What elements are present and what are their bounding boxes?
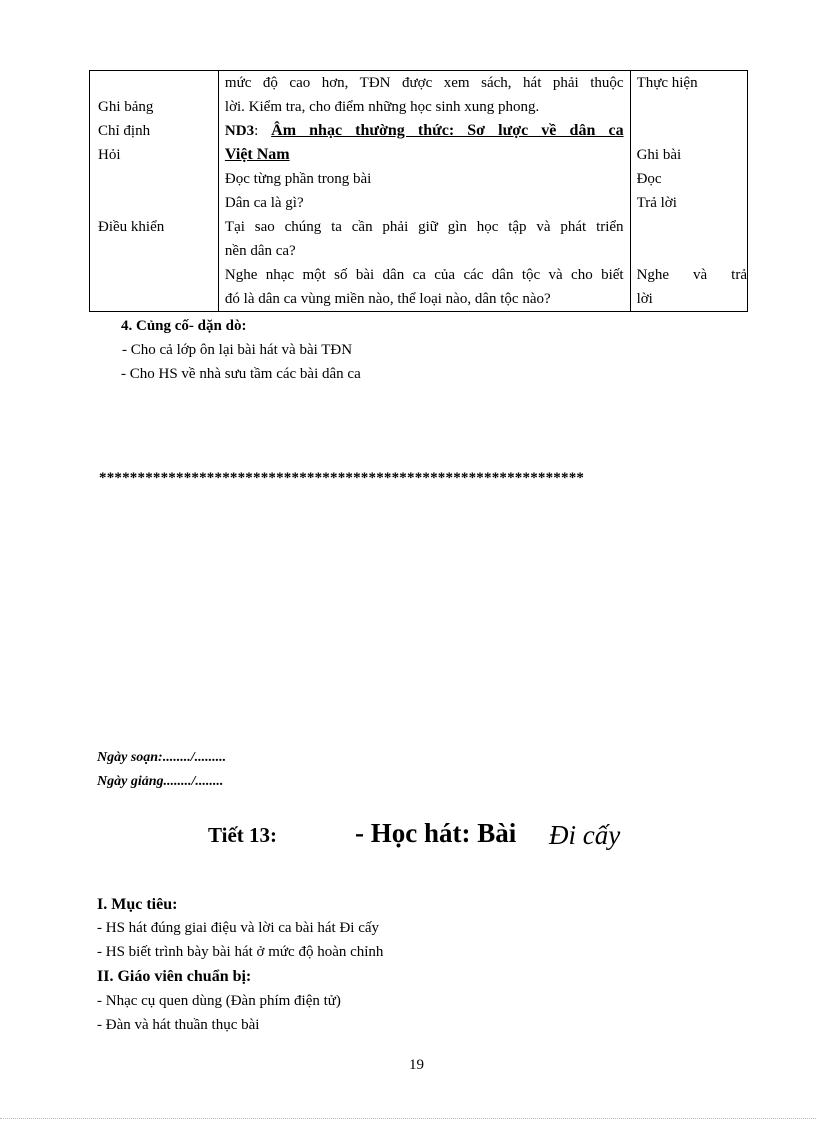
nd3-heading: ND3: Âm nhạc thường thức: Sơ lược về dân ca: [224, 122, 624, 139]
section4-item: - Cho HS về nhà sưu tầm các bài dân ca: [121, 366, 361, 382]
content-line: Dân ca là gì?: [224, 195, 304, 211]
student-action: Thực hiện: [636, 75, 698, 91]
lesson-title: - Học hát: Bài: [355, 818, 517, 848]
date-prepared: Ngày soạn:......../.........: [97, 750, 227, 765]
lesson-number: Tiết 13:: [208, 823, 278, 847]
section4-item: - Cho cả lớp ôn lại bài hát và bài TĐN: [122, 342, 353, 358]
content-line: Đọc từng phần trong bài: [224, 171, 372, 187]
page-bottom-divider: [0, 1118, 816, 1119]
table-row: [90, 71, 748, 312]
content-line: lời. Kiểm tra, cho điểm những học sinh xung phong.: [224, 99, 540, 115]
content-line: Tại sao chúng ta cần phải giữ gìn học tập và phát triển: [224, 219, 624, 235]
content-line: đó là dân ca vùng miền nào, thể loại nào, dân tộc nào?: [224, 291, 551, 307]
lesson-table: [89, 70, 748, 312]
section4-heading: 4. Củng cố- dặn dò:: [121, 318, 247, 334]
student-action: Ghi bài: [636, 147, 682, 163]
date-taught: Ngày giảng......../........: [97, 774, 224, 789]
objectives-heading: I. Mục tiêu:: [97, 896, 178, 913]
nd3-heading-cont: Việt Nam: [224, 146, 290, 163]
objective-item: - HS biết trình bày bài hát ở mức độ hoàn chỉnh: [97, 944, 384, 960]
prep-item: - Nhạc cụ quen dùng (Đàn phím điện tử): [97, 993, 341, 1009]
objective-item: - HS hát đúng giai điệu và lời ca bài hát Đi cấy: [97, 920, 380, 936]
student-action: Trả lời: [636, 195, 677, 211]
content-line: mức độ cao hơn, TĐN được xem sách, hát phải thuộc: [224, 75, 624, 91]
teacher-action: Điều khiển: [98, 219, 165, 235]
content-line: nền dân ca?: [224, 243, 296, 259]
teacher-action: Chỉ định: [98, 123, 151, 139]
student-action: Nghe và trả: [636, 267, 747, 283]
student-action: lời: [636, 291, 653, 307]
teacher-action: Ghi bảng: [98, 99, 154, 115]
student-activity-column: [630, 71, 747, 312]
student-action: Đọc: [636, 171, 662, 187]
prep-item: - Đàn và hát thuần thục bài: [97, 1017, 260, 1033]
separator-stars: ***************************************************************: [99, 470, 585, 486]
page-number: 19: [409, 1057, 424, 1073]
content-column: [218, 71, 630, 312]
content-line: Nghe nhạc một số bài dân ca của các dân tộc và cho biết: [224, 267, 624, 283]
teacher-action: Hỏi: [98, 147, 121, 163]
prep-heading: II. Giáo viên chuẩn bị:: [97, 968, 252, 985]
song-title: Đi cấy: [549, 820, 621, 850]
teacher-activity-column: [90, 71, 219, 312]
